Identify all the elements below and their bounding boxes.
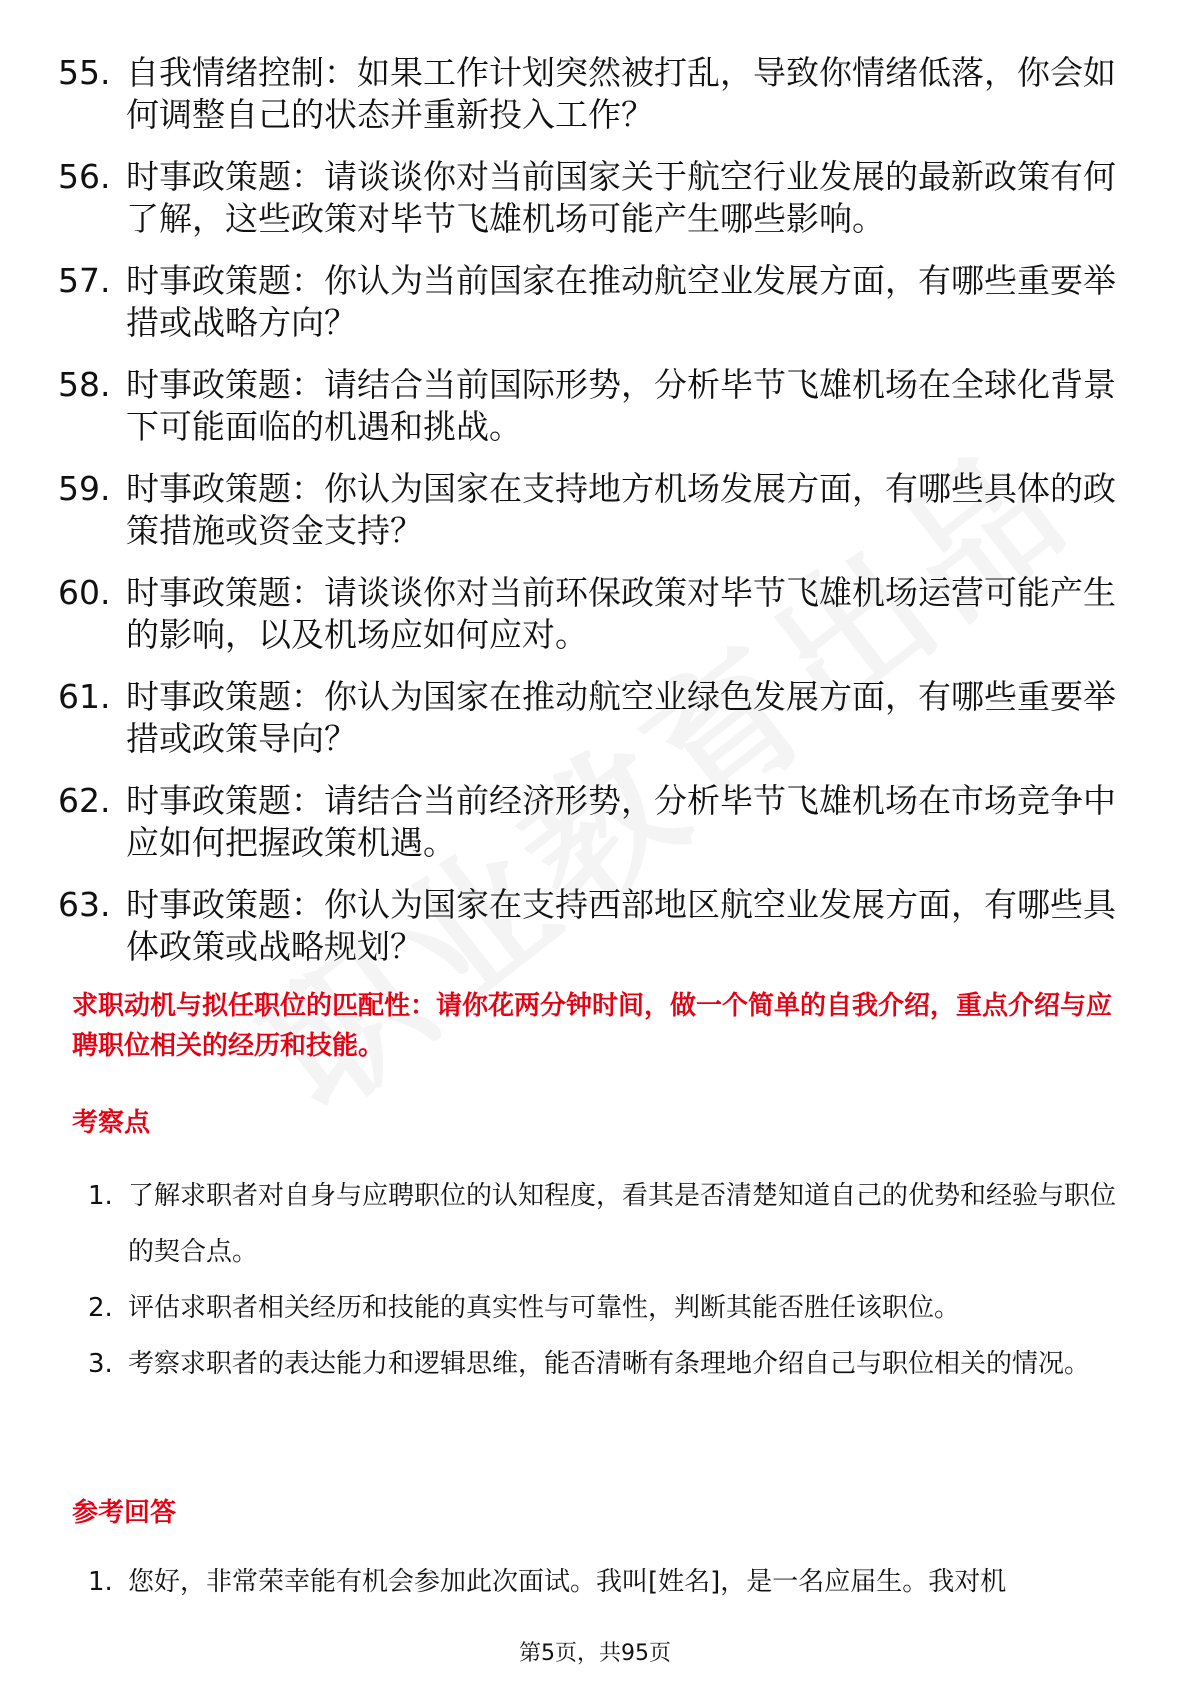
question-item <box>58 364 1118 448</box>
question-item <box>58 676 1118 760</box>
question-text: 时事政策题：请谈谈你对当前环保政策对毕节飞雄机场运营可能产生的影响，以及机场应如何应对。 <box>126 573 1116 654</box>
kaochadian-list <box>88 1168 1120 1392</box>
section-title-cankao: 参考回答 <box>72 1498 177 1528</box>
list-item-number: 3. <box>88 1349 113 1379</box>
question-number: 55. <box>58 53 111 92</box>
question-item <box>58 156 1118 240</box>
question-text: 时事政策题：你认为国家在支持地方机场发展方面，有哪些具体的政策措施或资金支持？ <box>126 469 1116 550</box>
question-number: 62. <box>58 781 111 820</box>
list-item <box>88 1280 1120 1336</box>
question-text: 时事政策题：请结合当前国际形势，分析毕节飞雄机场在全球化背景下可能面临的机遇和挑战。 <box>126 365 1116 446</box>
question-item <box>58 780 1118 864</box>
question-text: 时事政策题：你认为国家在支持西部地区航空业发展方面，有哪些具体政策或战略规划？ <box>126 885 1116 966</box>
list-item-number: 1. <box>88 1181 113 1211</box>
question-list <box>58 52 1118 988</box>
question-number: 57. <box>58 261 111 300</box>
page-footer: 第5页，共95页 <box>519 1641 671 1666</box>
question-text: 时事政策题：请结合当前经济形势，分析毕节飞雄机场在市场竞争中应如何把握政策机遇。 <box>126 781 1116 862</box>
cankao-list <box>88 1554 1120 1610</box>
question-text: 自我情绪控制：如果工作计划突然被打乱，导致你情绪低落，你会如何调整自己的状态并重新投入工作？ <box>126 53 1116 134</box>
question-number: 56. <box>58 157 111 196</box>
question-number: 61. <box>58 677 111 716</box>
section-title-kaochadian: 考察点 <box>72 1108 151 1138</box>
list-item-text: 了解求职者对自身与应聘职位的认知程度，看其是否清楚知道自己的优势和经验与职位的契合点。 <box>128 1181 1117 1267</box>
question-number: 63. <box>58 885 111 924</box>
question-item <box>58 260 1118 344</box>
question-text: 时事政策题：你认为当前国家在推动航空业发展方面，有哪些重要举措或战略方向？ <box>126 261 1116 342</box>
question-item <box>58 468 1118 552</box>
list-item-text: 考察求职者的表达能力和逻辑思维，能否清晰有条理地介绍自己与职位相关的情况。 <box>128 1349 1091 1379</box>
question-text: 时事政策题：你认为国家在推动航空业绿色发展方面，有哪些重要举措或政策导向？ <box>126 677 1116 758</box>
interview-question-heading: 求职动机与拟任职位的匹配性：请你花两分钟时间，做一个简单的自我介绍，重点介绍与应聘职位相关的经历和技能。 <box>72 991 1113 1061</box>
question-number: 60. <box>58 573 111 612</box>
list-item-text: 您好，非常荣幸能有机会参加此次面试。我叫[姓名]，是一名应届生。我对机 <box>128 1567 1007 1597</box>
question-number: 58. <box>58 365 111 404</box>
question-item <box>58 52 1118 136</box>
list-item-number: 1. <box>88 1567 113 1597</box>
question-text: 时事政策题：请谈谈你对当前国家关于航空行业发展的最新政策有何了解，这些政策对毕节飞雄机场可能产生哪些影响。 <box>126 157 1116 238</box>
list-item-text: 评估求职者相关经历和技能的真实性与可靠性，判断其能否胜任该职位。 <box>128 1293 961 1323</box>
question-item <box>58 884 1118 968</box>
list-item <box>88 1168 1120 1280</box>
question-item <box>58 572 1118 656</box>
question-number: 59. <box>58 469 111 508</box>
list-item <box>88 1336 1120 1392</box>
list-item-number: 2. <box>88 1293 113 1323</box>
list-item <box>88 1554 1120 1610</box>
